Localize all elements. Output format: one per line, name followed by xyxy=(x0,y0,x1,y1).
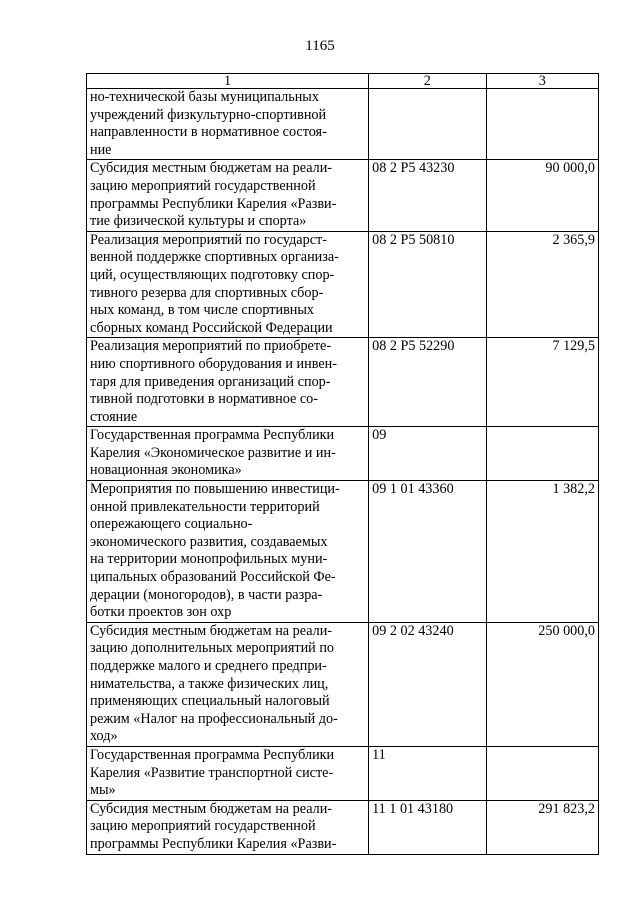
table-row xyxy=(87,338,599,427)
description-line: зацию дополнительных мероприятий по xyxy=(90,640,335,657)
description-line: Субсидия местным бюджетам на реали- xyxy=(90,160,333,177)
description-line: Реализация мероприятий по государст- xyxy=(90,231,327,248)
row-code xyxy=(369,89,486,160)
row-description xyxy=(87,622,369,746)
row-description xyxy=(87,746,369,800)
column-header-2: 2 xyxy=(369,74,486,89)
row-amount: 250 000,0 xyxy=(486,622,598,746)
row-description xyxy=(87,427,369,481)
description-line: ход» xyxy=(90,728,118,745)
description-line: стояние xyxy=(90,408,138,425)
description-line: нию спортивного оборудования и инвен- xyxy=(90,355,337,372)
description-line: ципальных образований Российской Фе- xyxy=(90,569,336,586)
description-line: поддержке малого и среднего предпри- xyxy=(90,658,327,674)
description-line: зацию мероприятий государственной xyxy=(90,177,316,194)
row-amount: 291 823,2 xyxy=(486,800,598,854)
description-line: Государственная программа Республики xyxy=(90,427,335,444)
description-line: Карелия «Экономическое развитие и ин- xyxy=(90,444,336,461)
table-row xyxy=(87,231,599,338)
description-line: режим «Налог на профессиональный до- xyxy=(90,710,338,727)
row-description xyxy=(87,338,369,427)
description-line: тивной подготовки в нормативное со- xyxy=(90,391,318,408)
table-row xyxy=(87,622,599,746)
description-line: ние xyxy=(90,141,112,158)
description-line: онной привлекательности территорий xyxy=(90,498,320,515)
description-line: сборных команд Российской Федерации xyxy=(90,319,333,336)
row-code: 11 xyxy=(369,746,486,800)
description-line: применяющих специальный налоговый xyxy=(90,693,330,710)
description-line: венной поддержке спортивных организа- xyxy=(90,249,339,266)
description-line: программы Республики Карелия «Разви- xyxy=(90,195,337,212)
table-row xyxy=(87,800,599,854)
row-amount: 1 382,2 xyxy=(486,481,598,623)
row-amount: 2 365,9 xyxy=(486,231,598,338)
description-line: тивного резерва для спортивных сбор- xyxy=(90,284,324,301)
table-body xyxy=(87,74,599,855)
description-line: на территории монопрофильных муни- xyxy=(90,551,328,568)
description-line: ных команд, в том числе спортивных xyxy=(90,302,314,319)
description-line: тие физической культуры и спорта» xyxy=(90,213,307,230)
table-row xyxy=(87,746,599,800)
table-row xyxy=(87,160,599,231)
row-description xyxy=(87,160,369,231)
description-line: Реализация мероприятий по приобрете- xyxy=(90,338,332,355)
row-code: 09 2 02 43240 xyxy=(369,622,486,746)
row-code: 08 2 P5 52290 xyxy=(369,338,486,427)
description-line: Мероприятия по повышению инвестици- xyxy=(90,481,340,498)
budget-table xyxy=(86,73,599,855)
description-line: Субсидия местным бюджетам на реали- xyxy=(90,622,333,639)
row-amount: 90 000,0 xyxy=(486,160,598,231)
row-description xyxy=(87,231,369,338)
table-row xyxy=(87,89,599,160)
table-row xyxy=(87,427,599,481)
description-line: ций, осуществляющих подготовку спор- xyxy=(90,266,335,283)
description-line: дерации (моногородов), в части разра- xyxy=(90,586,323,603)
description-line: мы» xyxy=(90,782,116,799)
row-code: 09 1 01 43360 xyxy=(369,481,486,623)
row-amount: 7 129,5 xyxy=(486,338,598,427)
row-amount xyxy=(486,746,598,800)
row-code: 08 2 P5 50810 xyxy=(369,231,486,338)
row-description xyxy=(87,89,369,160)
row-amount xyxy=(486,89,598,160)
description-line: ботки проектов зон охр xyxy=(90,604,232,621)
description-line: новационная экономика» xyxy=(90,462,242,479)
column-header-1: 1 xyxy=(87,74,369,89)
description-line: опережающего социально- xyxy=(90,516,253,533)
description-line: зацию мероприятий государственной xyxy=(90,818,316,835)
description-line: Карелия «Развитие транспортной систе- xyxy=(90,764,334,781)
row-code: 09 xyxy=(369,427,486,481)
description-line: таря для приведения организаций спор- xyxy=(90,373,331,390)
row-description xyxy=(87,800,369,854)
row-code: 08 2 P5 43230 xyxy=(369,160,486,231)
column-header-3: 3 xyxy=(486,74,598,89)
page-number: 1165 xyxy=(305,38,335,54)
description-line: направленности в нормативное состоя- xyxy=(90,124,327,141)
row-code: 11 1 01 43180 xyxy=(369,800,486,854)
table-header-row xyxy=(87,74,599,89)
description-line: программы Республики Карелия «Разви- xyxy=(90,835,337,852)
table-row xyxy=(87,481,599,623)
description-line: экономического развития, создаваемых xyxy=(90,533,328,550)
row-amount xyxy=(486,427,598,481)
description-line: нимательства, а также физических лиц, xyxy=(90,675,329,692)
row-description xyxy=(87,481,369,623)
description-line: Субсидия местным бюджетам на реали- xyxy=(90,800,333,817)
description-line: учреждений физкультурно-спортивной xyxy=(90,106,327,123)
description-line: но-технической базы муниципальных xyxy=(90,89,319,105)
description-line: Государственная программа Республики xyxy=(90,746,335,763)
